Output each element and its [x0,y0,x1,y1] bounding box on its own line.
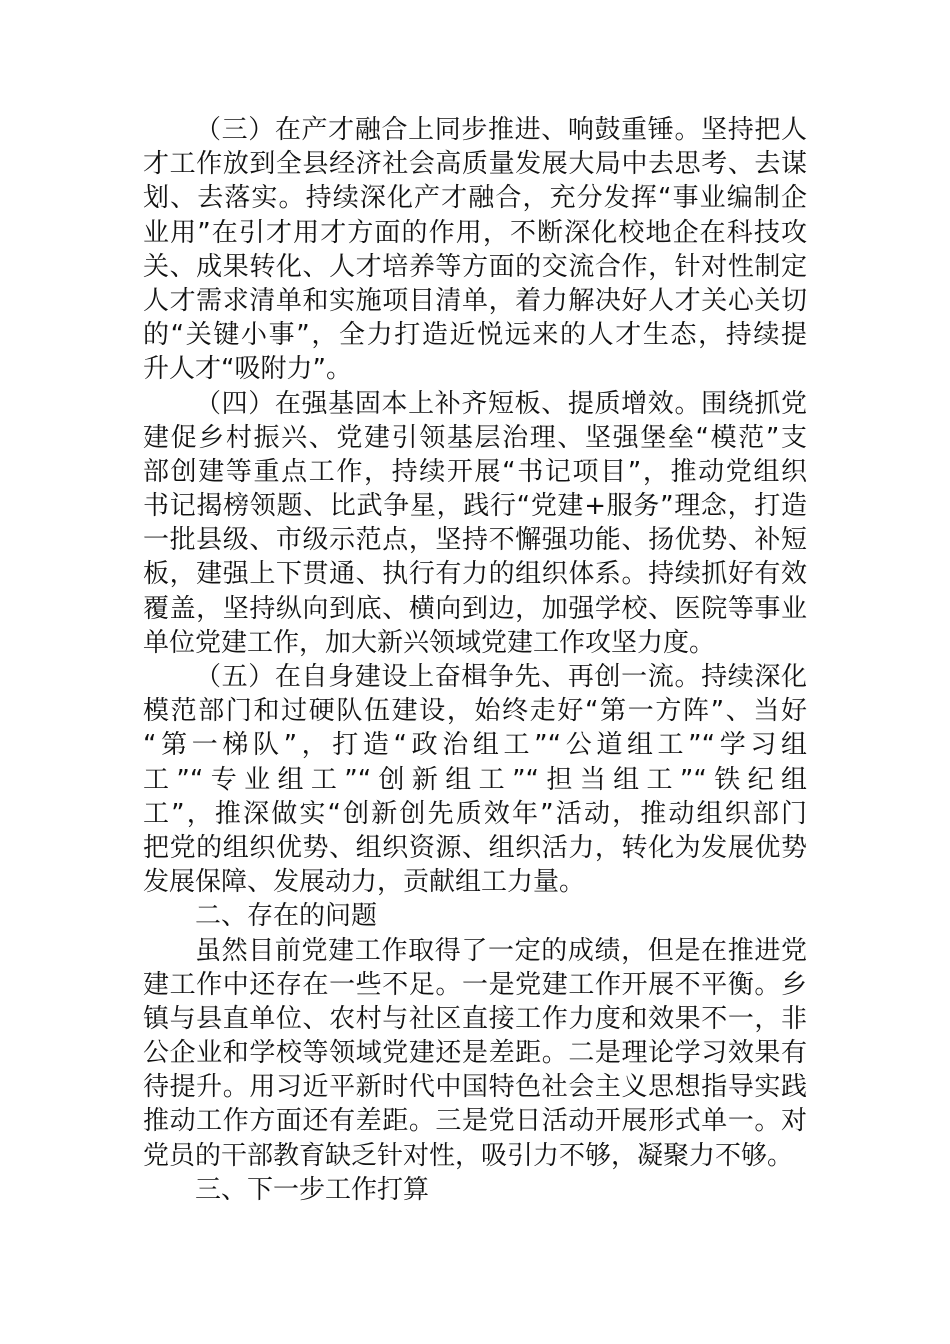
text-line: 覆盖，坚持纵向到底、横向到边，加强学校、医院等事业 [143,593,807,624]
paragraph-section-5 [143,660,807,899]
paragraph-problems [143,934,807,1173]
text-line: 一批县级、市级示范点，坚持不懈强功能、扬优势、补短 [143,525,807,556]
text-line: 书记揭榜领题、比武争星，践行“党建+服务”理念，打造 [143,491,807,522]
text-line: 板，建强上下贯通、执行有力的组织体系。持续抓好有效 [143,559,807,590]
paragraph-section-4 [143,387,807,661]
text-line: 虽然目前党建工作取得了一定的成绩，但是在推进党 [195,935,807,966]
text-line: 人才需求清单和实施项目清单，着力解决好人才关心关切 [143,285,807,316]
text-line: 才工作放到全县经济社会高质量发展大局中去思考、去谋 [143,149,807,180]
text-line: 发展保障、发展动力，贡献组工力量。 [143,867,586,898]
text-line: （三）在产才融合上同步推进、响鼓重锤。坚持把人 [195,115,807,145]
text-line: 把党的组织优势、组织资源、组织活力，转化为发展优势 [143,832,807,863]
section-heading-next-steps: 三、下一步工作打算 [195,1174,430,1205]
text-line: 模范部门和过硬队伍建设，始终走好“第一方阵”、当好 [143,696,807,727]
text-line: 公企业和学校等领域党建还是差距。二是理论学习效果有 [143,1038,807,1069]
text-line: 划、去落实。持续深化产才融合，充分发挥“事业编制企 [143,183,807,214]
text-line: 部创建等重点工作，持续开展“书记项目”，推动党组织 [143,456,807,487]
text-line: “第一梯队”，打造“政治组工”“公道组工”“学习组 [143,730,807,761]
text-line: 建工作中还存在一些不足。一是党建工作开展不平衡。乡 [143,969,807,1000]
text-line: 建促乡村振兴、党建引领基层治理、坚强堡垒“模范”支 [143,422,807,453]
paragraph-section-3 [143,113,807,387]
text-line: 工”，推深做实“创新创先质效年”活动，推动组织部门 [143,798,807,829]
text-line: （四）在强基固本上补齐短板、提质增效。围绕抓党 [195,388,807,419]
document-body [143,113,807,1207]
text-line: 升人才“吸附力”。 [143,354,352,385]
text-line: 镇与县直单位、农村与社区直接工作力度和效果不一，非 [143,1003,807,1034]
text-line: 业用”在引才用才方面的作用，不断深化校地企在科技攻 [143,217,807,248]
text-line: 推动工作方面还有差距。三是党日活动开展形式单一。对 [143,1106,807,1137]
text-line: 关、成果转化、人才培养等方面的交流合作，针对性制定 [143,251,807,282]
text-line: 的“关键小事”，全力打造近悦远来的人才生态，持续提 [143,320,807,351]
text-line: 单位党建工作，加大新兴领域党建工作攻坚力度。 [143,627,716,658]
text-line: 工”“专业组工”“创新组工”“担当组工”“铁纪组 [143,764,807,795]
text-line: 党员的干部教育缺乏针对性，吸引力不够，凝聚力不够。 [143,1140,794,1171]
text-line: 待提升。用习近平新时代中国特色社会主义思想指导实践 [143,1072,807,1103]
section-heading-problems: 二、存在的问题 [195,901,378,932]
text-line: （五）在自身建设上奋楫争先、再创一流。持续深化 [195,662,807,692]
